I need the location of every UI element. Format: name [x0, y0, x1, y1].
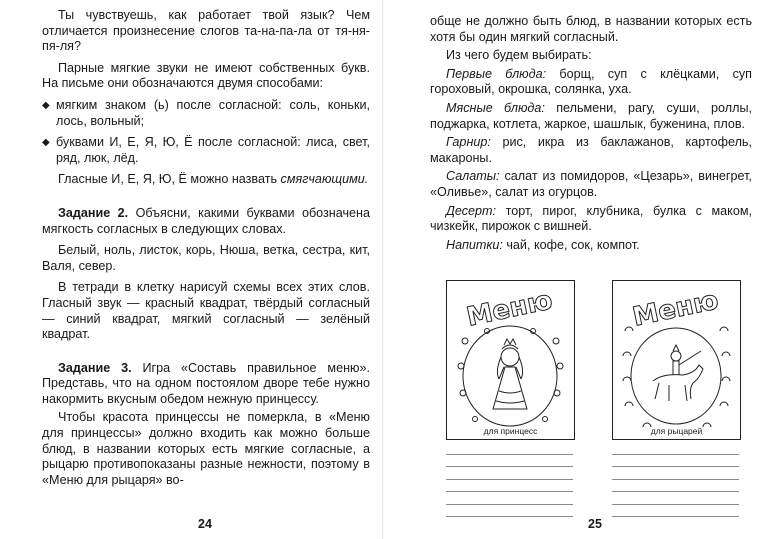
menu-title: Меню — [630, 285, 722, 333]
menu-dishes: пельмени, рагу, суши, роллы, поджарка, котлета, жаркое, шашлык, буженина, плов. — [430, 100, 752, 131]
task3-label: Задание 3. — [58, 360, 132, 375]
list-item — [42, 135, 370, 166]
list-item-text: буквами И, Е, Я, Ю, Ё после согласной: лиса, свет, ряд, люк, лёд. — [56, 135, 370, 165]
menu-dishes: чай, кофе, сок, компот. — [502, 237, 640, 252]
task2-label: Задание 2. — [58, 205, 129, 220]
menu-item — [430, 101, 752, 132]
vowels-italic: смягчающими. — [280, 172, 369, 187]
menu-item — [430, 204, 752, 235]
intro-paragraph: Ты чувствуешь, как работает твой язык? Чем отличается произнесение слогов та-на-па-ла от тя-ня-пя-ля? — [42, 8, 370, 54]
menu-item — [430, 169, 752, 200]
menu-item — [430, 135, 752, 166]
schema-paragraph: В тетради в клетку нарисуй схемы всех этих слов. Гласный звук — красный квадрат, твёрдый согласный — синий квадрат, мягкий согласный — зелёный квадрат. — [42, 280, 370, 342]
task2-text: Объясни, какими буквами обозначена мягкость согласных в следующих словах. — [42, 205, 370, 236]
card-caption: для принцесс — [483, 426, 538, 436]
page-number: 25 — [588, 517, 602, 531]
menu-title: Меню — [464, 285, 556, 333]
menu-category: Гарнир: — [446, 135, 491, 150]
princess-menu-illustration — [447, 281, 574, 439]
diamond-bullet-icon: ◆ — [42, 99, 50, 111]
task3-paragraph — [42, 361, 370, 408]
knight-menu-illustration — [613, 281, 740, 439]
continuation-paragraph: обще не должно быть блюд, в названии которых есть хотя бы один мягкий согласный. — [430, 14, 752, 44]
word-list: Белый, ноль, листок, корь, Нюша, ветка, сестра, кит, Валя, север. — [42, 243, 370, 273]
princess-menu-card — [446, 280, 575, 440]
writing-lines — [446, 442, 573, 517]
horseshoe-border-icon — [623, 327, 730, 427]
menu-dishes: борщ, суп с клёцками, суп гороховый, окрошка, солянка, уха. — [430, 66, 752, 97]
menu-category: Напитки: — [446, 237, 503, 252]
menu-item — [430, 67, 752, 98]
diamond-bullet-icon: ◆ — [42, 137, 50, 149]
list-item-text: мягким знаком (ь) после согласной: соль, коньки, лось, вольный; — [56, 97, 370, 128]
princess-paragraph: Чтобы красота принцессы не померкла, в «Меню для принцессы» должно входить как можно больше блюд, в названии которых есть мягкие согласные, а рыцарю противопоказаны разные нежности, поэтому в «Меню для рыцаря» во- — [42, 410, 370, 487]
choose-heading: Из чего будем выбирать: — [446, 48, 592, 63]
vowels-text: Гласные И, Е, Я, Ю, Ё можно назвать — [58, 172, 281, 187]
menu-category: Первые блюда: — [446, 66, 547, 81]
menu-item — [430, 238, 752, 254]
menu-dishes: салат из помидоров, «Цезарь», винегрет, «Оливье», салат из огурцов. — [430, 169, 752, 199]
writing-lines — [612, 442, 739, 517]
menu-category: Салаты: — [446, 169, 500, 184]
paired-sounds-paragraph: Парные мягкие звуки не имеют собственных букв. На письме они обозначаются двумя способами: — [42, 60, 370, 91]
menu-dishes: торт, пирог, клубника, булка с маком, чизкейк, пирожок с вишней. — [430, 203, 752, 234]
menu-category: Десерт: — [446, 203, 497, 218]
task2-paragraph — [42, 206, 370, 237]
menu-dishes: рис, икра из баклажанов, картофель, макароны. — [430, 135, 752, 165]
right-page — [386, 0, 768, 539]
list-item — [42, 98, 370, 129]
task3-text: Игра «Составь правильное меню». Представь, что на одном постоялом дворе тебе нужно накормить вкусным обедом нежную принцессу. — [42, 360, 370, 406]
page-number: 24 — [198, 517, 212, 531]
knight-menu-card — [612, 280, 741, 440]
menu-category: Мясные блюда: — [446, 100, 545, 115]
menu-cards — [446, 272, 756, 522]
card-caption: для рыцарей — [650, 426, 703, 436]
vowels-paragraph — [42, 172, 370, 188]
